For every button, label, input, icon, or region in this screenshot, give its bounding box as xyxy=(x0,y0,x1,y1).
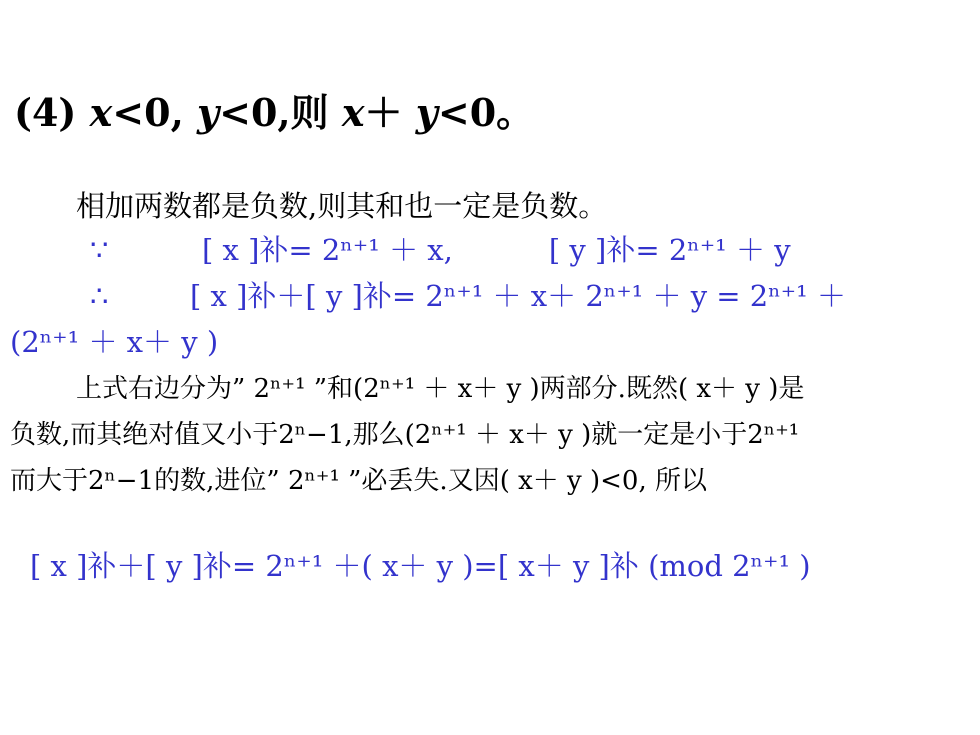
explanation-line-1: 上式右边分为” 2ⁿ⁺¹ ”和(2ⁿ⁺¹ ＋ x＋ y )两部分.既然( x＋ y )是 xyxy=(76,374,805,404)
therefore-symbol: ∴ xyxy=(90,279,109,313)
because-symbol: ∵ xyxy=(90,233,109,267)
therefore-line xyxy=(90,274,846,315)
explanation-line-3: 而大于2ⁿ−1的数,进位” 2ⁿ⁺¹ ”必丢失.又因( x＋ y )<0, 所以 xyxy=(10,466,707,496)
conclusion-formula: [ x ]补＋[ y ]补= 2ⁿ⁺¹ ＋( x＋ y )=[ x＋ y ]补 (mod 2ⁿ⁺¹ ) xyxy=(30,549,811,583)
sum-expression: [ x ]补＋[ y ]补= 2ⁿ⁺¹ ＋ x＋ 2ⁿ⁺¹ ＋ y = 2ⁿ⁺¹ ＋ xyxy=(190,279,846,313)
explanation-line-2: 负数,而其绝对值又小于2ⁿ−1,那么(2ⁿ⁺¹ ＋ x＋ y )就一定是小于2ⁿ⁺¹ xyxy=(10,420,800,450)
sum-expression-continued: (2ⁿ⁺¹ ＋ x＋ y ) xyxy=(10,325,219,359)
page-title: (4) x<0, y<0,则 x＋ y<0。 xyxy=(14,90,535,135)
intro-text: 相加两数都是负数,则其和也一定是负数。 xyxy=(76,189,608,223)
eq-x-complement: [ x ]补= 2ⁿ⁺¹ ＋ x, xyxy=(202,233,453,267)
eq-y-complement: [ y ]补= 2ⁿ⁺¹ ＋ y xyxy=(548,233,791,267)
because-line xyxy=(90,228,791,269)
